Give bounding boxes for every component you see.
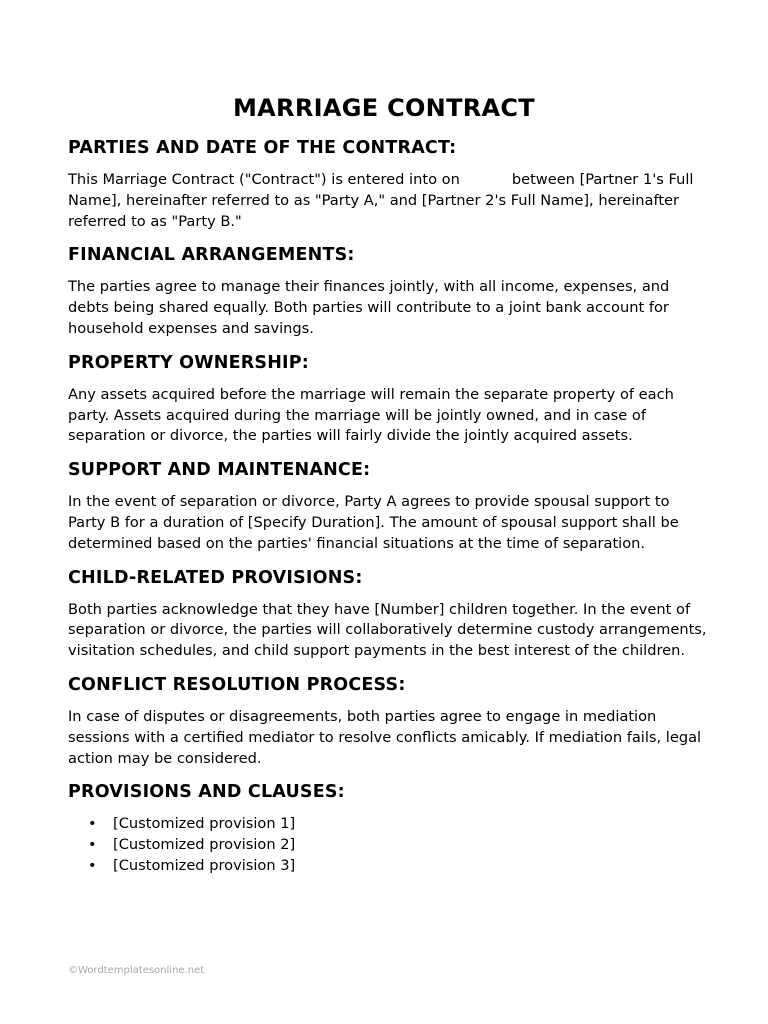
section-text: Both parties acknowledge that they have [Number] children together. In the event of separation or divorce, the parties will collaboratively determine custody arrangements, visitation schedules, and child support payments in the best interest of the children. bbox=[68, 600, 707, 660]
list-item bbox=[88, 835, 708, 856]
section-heading: PARTIES AND DATE OF THE CONTRACT: bbox=[68, 138, 457, 158]
section-text bbox=[68, 170, 708, 232]
provisions-list bbox=[68, 814, 708, 876]
section-text: In case of disputes or disagreements, both parties agree to engage in mediation sessions with a certified mediator to resolve conflicts amicably. If mediation fails, legal action may be considered. bbox=[68, 707, 702, 767]
bullet-icon: • bbox=[88, 856, 97, 874]
section-text-part: between [Partner 1's Full Name], hereinafter referred to as "Party A," and [Partner 2's Full Name], hereinafter referred to as "Party B." bbox=[68, 171, 694, 230]
section-support bbox=[68, 458, 708, 554]
footer-watermark: ©Wordtemplatesonline.net bbox=[68, 965, 205, 976]
bullet-icon: • bbox=[88, 815, 97, 833]
list-item bbox=[88, 814, 708, 835]
section-text-part: This Marriage Contract ("Contract") is entered into on bbox=[68, 171, 460, 188]
section-children bbox=[68, 566, 708, 662]
list-item-text: [Customized provision 2] bbox=[113, 836, 296, 854]
section-provisions bbox=[68, 780, 708, 876]
section-text: Any assets acquired before the marriage will remain the separate property of each party. Assets acquired during the marriage will be jointly owned, and in case of separation or divorce, the parties will fairly divide the jointly acquired assets. bbox=[68, 385, 674, 445]
section-parties bbox=[68, 136, 708, 232]
section-heading: PROPERTY OWNERSHIP: bbox=[68, 352, 309, 373]
section-heading: FINANCIAL ARRANGEMENTS: bbox=[68, 245, 355, 266]
bullet-icon: • bbox=[88, 836, 97, 854]
section-financial bbox=[68, 243, 708, 339]
section-text: The parties agree to manage their finances jointly, with all income, expenses, and debts being shared equally. Both parties will contribute to a joint bank account for household expenses and savings. bbox=[68, 278, 670, 337]
list-item-text: [Customized provision 3] bbox=[113, 856, 296, 874]
list-item bbox=[88, 856, 708, 877]
section-heading: PROVISIONS AND CLAUSES: bbox=[68, 782, 345, 803]
section-heading: SUPPORT AND MAINTENANCE: bbox=[68, 460, 371, 481]
section-text: In the event of separation or divorce, Party A agrees to provide spousal support to Party B for a duration of [Specify Duration]. The amount of spousal support shall be determined based on the parties' financial situations at the time of separation. bbox=[68, 493, 679, 552]
document-title: MARRIAGE CONTRACT bbox=[233, 94, 535, 122]
section-heading: CONFLICT RESOLUTION PROCESS: bbox=[68, 674, 406, 695]
section-conflict bbox=[68, 673, 708, 769]
section-heading: CHILD-RELATED PROVISIONS: bbox=[68, 567, 363, 588]
section-property bbox=[68, 351, 708, 447]
document-body bbox=[68, 136, 708, 877]
list-item-text: [Customized provision 1] bbox=[113, 815, 296, 833]
